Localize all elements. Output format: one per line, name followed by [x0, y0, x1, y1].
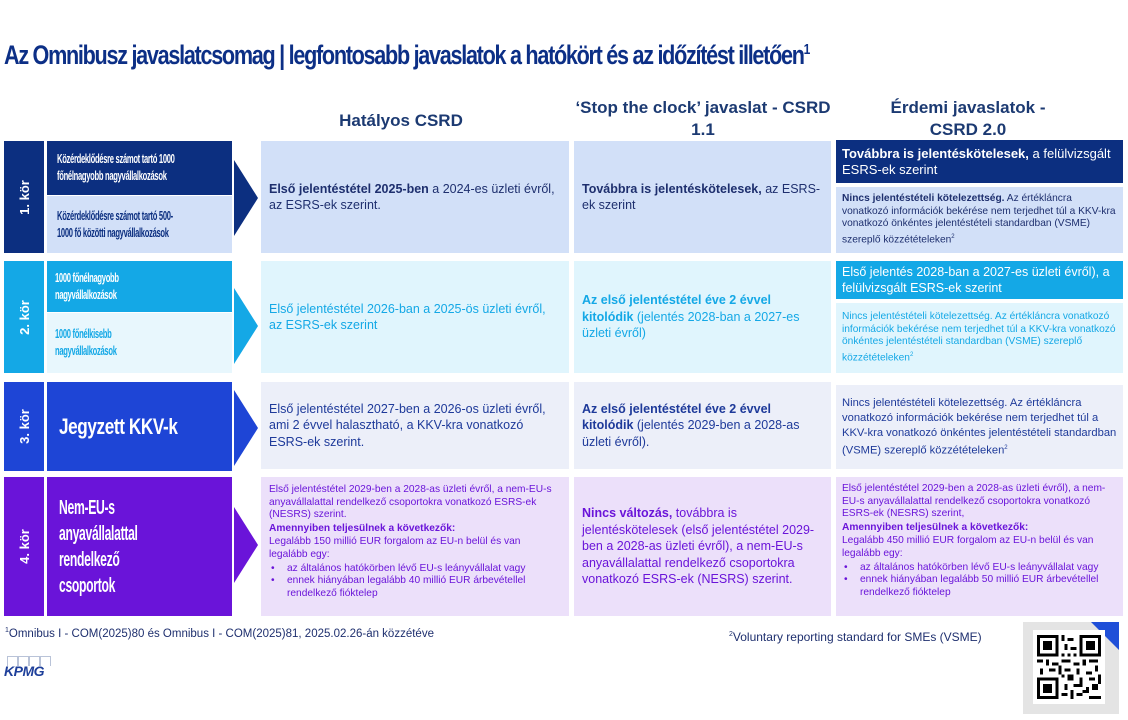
cell-4-stop: Nincs változás, továbbra is jelentéskötelesek (első jelentéstétel 2029-ben a 2028-as üzleti évről), a nem-EU-s anyavállalattal rendelkező csoportokra vonatkozó ESRS-ek (NESRS) szerint. [574, 477, 831, 616]
category-2b: 1000 főnélkisebb nagyvállalkozások [47, 313, 232, 373]
qr-code[interactable] [1023, 622, 1119, 714]
category-3: Jegyzett KKV-k [47, 382, 232, 471]
cell-2-csrd2-bottom: Nincs jelentéstételi kötelezettség. Az értékláncra vonatkozó információk bekérése nem terjedhet túl a KKV-kra vonatkozó önkéntes jelentéstételi standardban (VSME) szereplő közzétételeken$^2$ [836, 303, 1123, 373]
column-header-stop-the-clock: ‘Stop the clock’ javaslat - CSRD 1.1 [575, 98, 831, 139]
arrow-right-icon [234, 288, 258, 364]
cell-2-stop: Az első jelentéstétel éve 2 évvel kitolódik (jelentés 2028-ban a 2027-es üzleti évről) [574, 261, 831, 373]
category-4: Nem-EU-s anyavállalattal rendelkező csoportok [47, 477, 232, 616]
cell-4-csrd2: Első jelentéstétel 2029-ben a 2028-as üzleti évről), a nem-EU-s anyavállalattal rendelkező csoportokra vonatkozó ESRS-ek (NESRS) szerint, Amennyiben teljesülnek a következők: Legalább 450 millió EUR forgalom az EU-n belül és van legalább egy: • az általános hatókörben lévő EU-s leányvállalat vagy • ennek hiányában legalább 50 millió EUR árbevétellel rendelkező fióktelep [836, 477, 1123, 616]
bullet-item: • ennek hiányában legalább 50 millió EUR árbevétellel rendelkező fióktelep [842, 574, 1117, 599]
bullet-item: • az általános hatókörben lévő EU-s leányvállalat vagy [269, 563, 561, 576]
arrow-right-icon [234, 390, 258, 466]
category-2a: 1000 főnélnagyobb nagyvállalkozások [47, 261, 232, 312]
cell-3-csrd2: Nincs jelentéstételi kötelezettség. Az értékláncra vonatkozó információk bekérése nem terjedhet túl a KKV-kra vonatkozó önkéntes jelentéstételi standardban (VSME) szereplő közzétételeken$^2$ [836, 385, 1123, 469]
cell-3-csrd: Első jelentéstétel 2027-ben a 2026-os üzleti évről, ami 2 évvel halasztható, a KKV-kra vonatkozó ESRS-ek szerint. [261, 382, 569, 469]
footnote-2: $^2$Voluntary reporting standard for SMEs (VSME) [729, 630, 982, 644]
cell-1-csrd2-bottom: Nincs jelentéstételi kötelezettség. Az értékláncra vonatkozó információk bekérése nem terjedhet túl a KKV-kra vonatkozó önkéntes jelentéstételi standardban (VSME) szereplő közzétételeken$^2$ [836, 187, 1123, 253]
arrow-right-icon [234, 160, 258, 236]
category-1a: Közérdeklődésre számot tartó 1000 főnélnagyobb nagyvállalkozások [47, 141, 232, 195]
row-label-kor-1: 1. kör [4, 141, 44, 253]
cell-1-stop: Továbbra is jelentéskötelesek, az ESRS-ek szerint [574, 141, 831, 253]
bullet-item: • az általános hatókörben lévő EU-s leányvállalat vagy [842, 562, 1117, 575]
bullet-item: • ennek hiányában legalább 40 millió EUR árbevétellel rendelkező fióktelep [269, 575, 561, 600]
row-label-kor-2: 2. kör [4, 261, 44, 373]
arrow-right-icon [234, 507, 258, 583]
qr-code-icon [1033, 630, 1105, 704]
cell-2-csrd2-top: Első jelentés 2028-ban a 2027-es üzleti évről), a felülvizsgált ESRS-ek szerint [836, 261, 1123, 299]
cell-1-csrd: Első jelentéstétel 2025-ben a 2024-es üzleti évről, az ESRS-ek szerint. [261, 141, 569, 253]
cell-4-csrd: Első jelentéstétel 2029-ben a 2028-as üzleti évről, a nem-EU-s anyavállalattal rendelkező csoportokra vonatkozó ESRS-ek (NESRS) szerint. Amennyiben teljesülnek a következők: Legalább 150 millió EUR forgalom az EU-n belül és van legalább egy: • az általános hatókörben lévő EU-s leányvállalat vagy • ennek hiányában legalább 40 millió EUR árbevétellel rendelkező fióktelep [261, 477, 569, 616]
column-header-csrd: Hatályos CSRD [339, 111, 463, 130]
column-header-csrd-2: Érdemi javaslatok - CSRD 2.0 [890, 98, 1046, 139]
page-title: Az Omnibusz javaslatcsomag | legfontosabb javaslatok a hatókört és az időzítést illetően$^1$ [4, 40, 810, 70]
cell-2-csrd: Első jelentéstétel 2026-ban a 2025-ös üzleti évről, az ESRS-ek szerint [261, 261, 569, 373]
footnote-1: $^1$Omnibus I - COM(2025)80 és Omnibus I - COM(2025)81, 2025.02.26-án közzétéve [5, 627, 434, 640]
category-1b: Közérdeklődésre számot tartó 500- 1000 fő közötti nagyvállalkozások [47, 196, 232, 253]
cell-1-csrd2-top: Továbbra is jelentéskötelesek, a felülvizsgált ESRS-ek szerint [836, 140, 1123, 183]
row-label-kor-3: 3. kör [4, 382, 44, 471]
row-label-kor-4: 4. kör [4, 477, 44, 616]
cell-3-stop: Az első jelentéstétel éve 2 évvel kitolódik (jelentés 2029-ben a 2028-as üzleti évről). [574, 382, 831, 469]
kpmg-logo: KPMG [4, 656, 52, 678]
